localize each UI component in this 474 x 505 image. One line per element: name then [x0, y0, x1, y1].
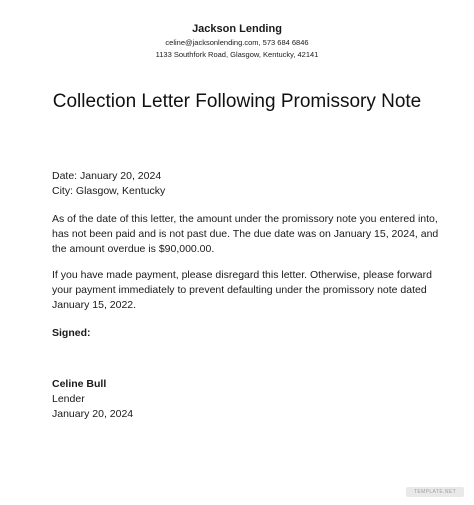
letterhead: [0, 22, 474, 61]
date-line: Date: January 20, 2024: [52, 170, 162, 182]
city-line: City: Glasgow, Kentucky: [52, 185, 166, 197]
signed-label: Signed:: [52, 327, 91, 339]
signature-date: January 20, 2024: [52, 408, 134, 420]
signer-name: Celine Bull: [52, 378, 107, 390]
template-watermark: TEMPLATE.NET: [406, 487, 464, 497]
contact-line: celine@jacksonlending.com, 573 684 6846: [165, 38, 309, 47]
letter-title: Collection Letter Following Promissory Note: [52, 91, 422, 112]
company-name: Jackson Lending: [192, 23, 282, 35]
body-paragraph: If you have made payment, please disregard this letter. Otherwise, please forward your payment immediately to prevent defaulting under the promissory note dated January 15, 2022.: [52, 269, 432, 311]
body-paragraph: As of the date of this letter, the amount under the promissory note you entered into, has not been paid and is not past due. The due date was on January 15, 2024, and the amount overdue is $90,000.00.: [52, 213, 439, 255]
address-line: 1133 Southfork Road, Glasgow, Kentucky, 42141: [155, 50, 319, 59]
signer-role: Lender: [52, 393, 85, 405]
